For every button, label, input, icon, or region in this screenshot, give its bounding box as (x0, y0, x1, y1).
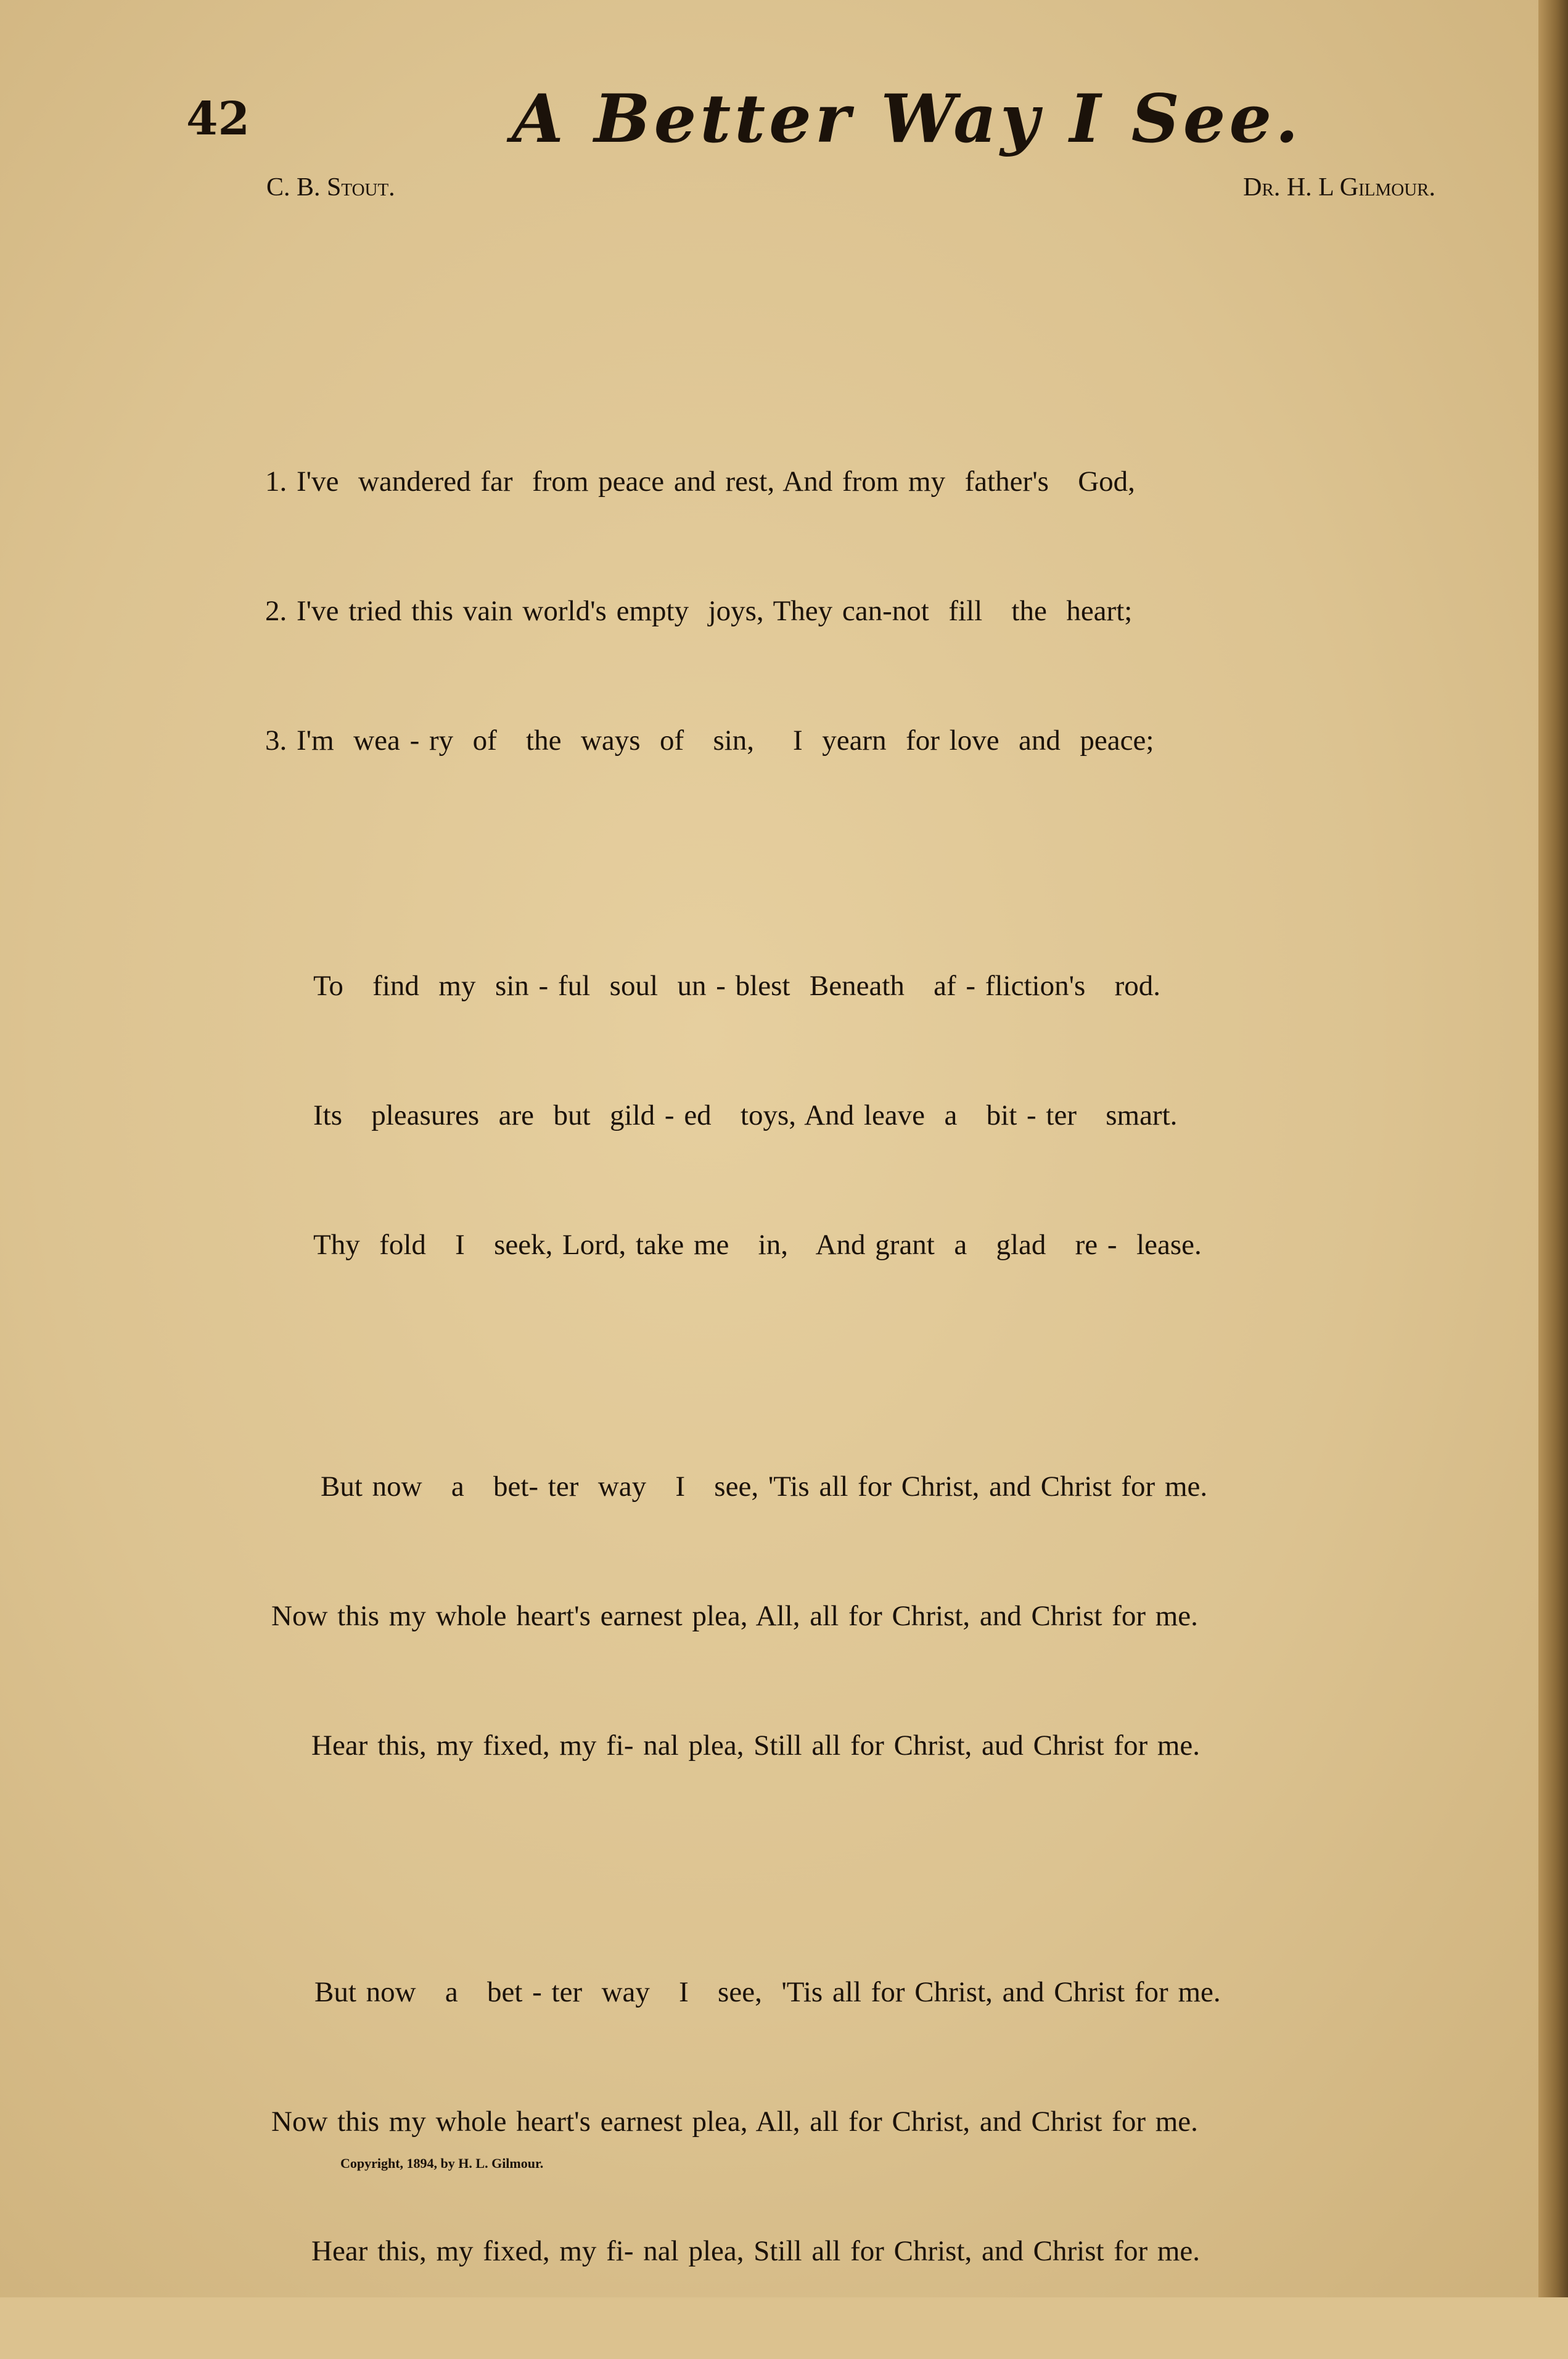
lyric-line: Thy fold I seek, Lord, take me in, And grant a glad re - lease. (313, 1229, 1202, 1261)
hymn-title: A Better Way I See. (512, 80, 1302, 158)
lyric-line: Its pleasures are but gild - ed toys, And leave a bit - ter smart. (313, 1099, 1178, 1131)
page-edge (1538, 0, 1568, 2297)
page-number: 42 (186, 92, 250, 146)
lyric-line: 3. I'm wea - ry of the ways of sin, I yearn for love and peace; (265, 724, 1154, 757)
copyright-notice: Copyright, 1894, by H. L. Gilmour. (340, 2156, 544, 2171)
lyrics-block (271, 1884, 1498, 2359)
lyric-line: 2. I've tried this vain world's empty joys, They can-not fill the heart; (265, 595, 1133, 627)
treble-staff (213, 248, 1492, 322)
treble-staff (213, 753, 1492, 827)
lyric-line: Now this my whole heart's earnest plea, All, all for Christ, and Christ for me. (271, 2106, 1198, 2138)
lyric-line: But now a bet- ter way I see, 'Tis all for Christ, and Christ for me. (321, 1471, 1208, 1503)
composer-credit: Dr. H. L Gilmour. (1243, 173, 1435, 202)
lyric-line: 1. I've wandered far from peace and rest, And from my father's God, (265, 466, 1135, 498)
lyric-line: Hear this, my fixed, my fi- nal plea, Still all for Christ, and Christ for me. (311, 2235, 1201, 2267)
lyric-line: To find my sin - ful soul un - blest Beneath af - fliction's rod. (313, 970, 1160, 1002)
lyric-line: But now a bet - ter way I see, 'Tis all for Christ, and Christ for me. (314, 1976, 1221, 2008)
treble-staff (213, 1758, 1492, 1832)
lyric-line: Hear this, my fixed, my fi- nal plea, Still all for Christ, aud Christ for me. (311, 1729, 1201, 1762)
lyric-line: Now this my whole heart's earnest plea, All, all for Christ, and Christ for me. (271, 1600, 1198, 1632)
lyricist-credit: C. B. Stout. (266, 173, 395, 202)
treble-staff (213, 1254, 1492, 1328)
